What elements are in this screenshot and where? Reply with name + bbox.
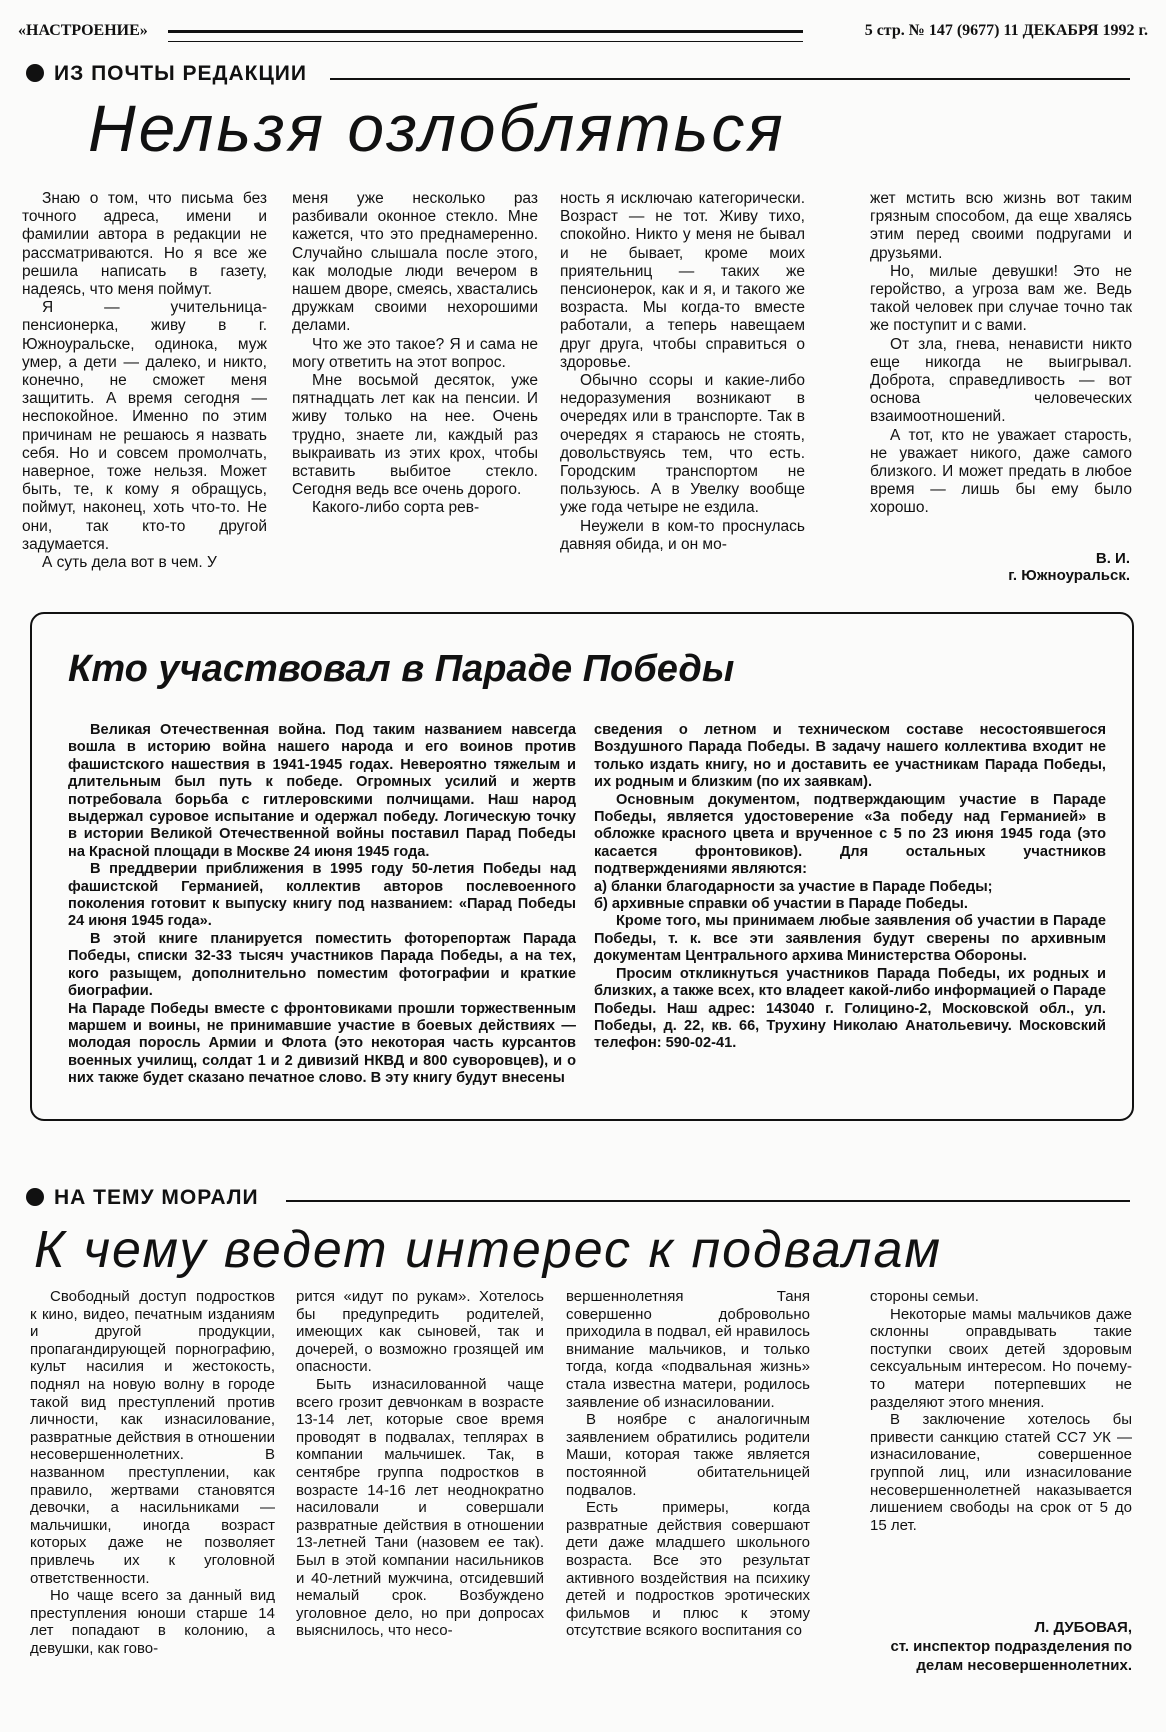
bullet-icon <box>26 64 44 82</box>
morals-signature: Л. ДУБОВАЯ, ст. инспектор подразделения по делам несовершеннолетних. <box>890 1619 1132 1674</box>
article-title: Нельзя озлобляться <box>88 91 786 165</box>
parade-column-2: сведения о летном и техническом составе несостоявшегося Воздушного Парада Победы. В задачу нашего коллектива входит не только издать книгу, но и доставить ее участникам Парада Победы, их родным и близким (по их заявкам). Основным документом, подтверждающим участие в Параде Победы, является удостоверение «За победу над Германией» в обложке красного цвета и врученное с 5 по 23 июня 1945 года (это касается фронтовиков). Для остальных участников подтверждениями являются: а) бланки благодарности за участие в Параде Победы; б) архивные справки об участии в Параде Победы. Кроме того, мы принимаем любые заявления об участии в Параде Победы, т. к. все эти заявления будут сверены по архивным документам Центрального архива Министерства Обороны. Просим откликнуться участников Парада Победы, их родных и близких, а также всех, кто владеет какой-либо информацией о Параде Победы. Наш адрес: 143040 г. Голицино-2, Московской обл., ул. Победы, д. 22, кв. 66, Трухину Николаю Анатольевичу. Московский телефон: 590-02-41. <box>594 722 1106 1052</box>
section-rule <box>330 78 1130 80</box>
morals-column-2: рится «идут по рукам». Хотелось бы предупредить родителей, имеющих как сыновей, так и дочерей, о возможно грозящей им опасности. Быть изнасилованной чаще всего грозит девчонкам в возрасте 13-14 лет, которые свое время проводят в подвалах, теплярах в компании мальчишек. Так, в сентябре группа подростков в возрасте 14-16 лет неоднократно насиловали и совершали развратные действия в отношении 13-летней Тани (назовем ее так). Был в этой компании насильников и 40-летний мужчина, отсидевший немалый срок. Возбуждено уголовное дело, но при допросах выяснилось, что несо- <box>296 1288 544 1640</box>
article-column-2: меня уже несколько раз разбивали оконное стекло. Мне кажется, что это преднамеренно. Случайно слышала после этого, как молодые люди вечером в нашем дворе, смеясь, хвастались дружкам своими нехорошими делами. Что же это такое? Я и сама не могу ответить на этот вопрос. Мне восьмой десяток, уже пятнадцать лет как на пенсии. И живу только на нее. Очень трудно, знаете ли, каждый раз выкраивать из этих крох, чтобы вставить выбитое стекло. Сегодня ведь все очень дорого. Какого-либо сорта рев- <box>292 190 538 517</box>
parade-column-1: Великая Отечественная война. Под таким названием навсегда вошла в историю война нашего народа и его воинов против фашистского нашествия в 1941-1945 годах. Невероятно тяжелым и длительным был путь к победе. Огромных усилий и жертв потребовала борьба с гитлеровскими полчищами. Наш народ выдержал суровое испытание и одержал победу. Логическую точку в истории Великой Отечественной войны поставил Парад Победы на Красной площади в Москве 24 июня 1945 года. В преддверии приближения в 1995 году 50-летия Победы над фашистской Германией, коллектив авторов послевоенного поколения готовит к выпуску книгу под названием: «Парад Победы 24 июня 1945 года». В этой книге планируется поместить фоторепортаж Парада Победы, списки 32-33 тысяч участников Парада Победы, а на тех, кого разыщем, дополнительно поместим фотографии и краткие биографии. На Параде Победы вместе с фронтовиками прошли торжественным маршем и воины, не принимавшие участие в боевых действиях — молодая поросль Армии и Флота (это некоторая часть курсантов военных училищ, солдат 1 и 2 дивизий НКВД и 800 суворовцев), и о них также будет сказано печатное слово. В эту книгу будут внесены <box>68 722 576 1087</box>
newspaper-name: «НАСТРОЕНИЕ» <box>18 22 148 39</box>
bullet-icon <box>26 1188 44 1206</box>
masthead-rule <box>168 30 803 42</box>
section-label-morals: НА ТЕМУ МОРАЛИ <box>26 1186 259 1210</box>
issue-info: 5 стр. № 147 (9677) 11 ДЕКАБРЯ 1992 г. <box>864 22 1148 39</box>
parade-title: Кто участвовал в Параде Победы <box>68 648 735 690</box>
article-column-3: ность я исключаю категорически. Возраст — не тот. Живу тихо, спокойно. Никто у меня не бывал и не бывает, кроме моих приятельниц — таких же пенсионерок, как и я, и такого же возраста. Мы когда-то вместе работали, а теперь навещаем друг друга, чтобы справиться о здоровье. Обычно ссоры и какие-либо недоразумения возникают в очередях или в транспорте. Так в очередях я стараюсь не стоять, довольствуясь тем, что есть. Городским транспортом не пользуюсь. А в Увелку вообще уже года четыре не ездила. Неужели в ком-то проснулась давняя обида, и он мо- <box>560 190 805 553</box>
section-label-mail: ИЗ ПОЧТЫ РЕДАКЦИИ <box>26 62 307 86</box>
article-column-4: жет мстить всю жизнь вот таким грязным способом, да еще хвалясь этим перед своими подругами и друзьями. Но, милые девушки! Это не геройство, а угроза вам же. Ведь такой человек при случае точно так же поступит и с вами. От зла, гнева, ненависти никто еще никогда не выигрывал. Доброта, справедливость — вот основа человеческих взаимоотношений. А тот, кто не уважает старость, не уважает никого, даже самого близкого. И может предать в любое время — лишь бы ему было хорошо. <box>870 190 1132 517</box>
section-rule <box>286 1200 1130 1202</box>
article-column-1: Знаю о том, что письма без точного адреса, имени и фамилии автора в редакции не рассматриваются. Но я все же решила написать в газету, надеясь, что меня поймут. Я — учительница-пенсионерка, живу в г. Южноуральске, одинока, муж умер, а дети — далеко, и никто, конечно, не сможет меня защитить. А время сегодня — неспокойное. Именно по этим причинам не решаюсь я назвать себя. Но и совсем промолчать, наверное, тоже нельзя. Может быть, те, к кому я обращусь, поймут, наконец, хоть что-то. Не они, так кто-то другой задумается. А суть дела вот в чем. У <box>22 190 267 572</box>
masthead <box>18 22 1148 48</box>
morals-column-4: стороны семьи. Некоторые мамы мальчиков даже склонны оправдывать такие поступки своих детей здоровым сексуальным интересом. Но почему-то матери потерпевших не разделяют этого мнения. В заключение хотелось бы привести санкцию статей СС7 УК — изнасилование, совершенное группой лиц, или изнасилование несовершеннолетней наказывается лишением свободы на срок от 5 до 15 лет. <box>870 1288 1132 1534</box>
morals-column-1: Свободный доступ подростков к кино, видео, печатным изданиям и другой продукции, пропагандирующей порнографию, культ насилия и жестокость, поднял на новую волну в городе такой вид преступлений против личности, как изнасилование, развратные действия в отношении несовершеннолетних. В названном преступлении, как правило, жертвами становятся девочки, а насильниками — мальчишки, иногда возраст которых даже не позволяет привлечь их к уголовной ответственности. Но чаще всего за данный вид преступления юноши старше 14 лет попадают в колонию, а девушки, как гово- <box>30 1288 275 1657</box>
morals-column-3: вершеннолетняя Таня совершенно добровольно приходила в подвал, ей нравилось внимание мальчиков, и только тогда, когда «подвальная жизнь» стала известна матери, родилось заявление об изнасиловании. В ноябре с аналогичным заявлением обратились родители Маши, которая также является постоянной обитательницей подвалов. Есть примеры, когда развратные действия совершают дети даже младшего школьного возраста. Все это результат активного воздействия на психику детей и подростков эротических фильмов и плюс к этому отсутствие всякого воспитания со <box>566 1288 810 1640</box>
morals-title: К чему ведет интерес к подвалам <box>34 1221 943 1279</box>
signature: В. И. г. Южноуральск. <box>1008 550 1130 584</box>
